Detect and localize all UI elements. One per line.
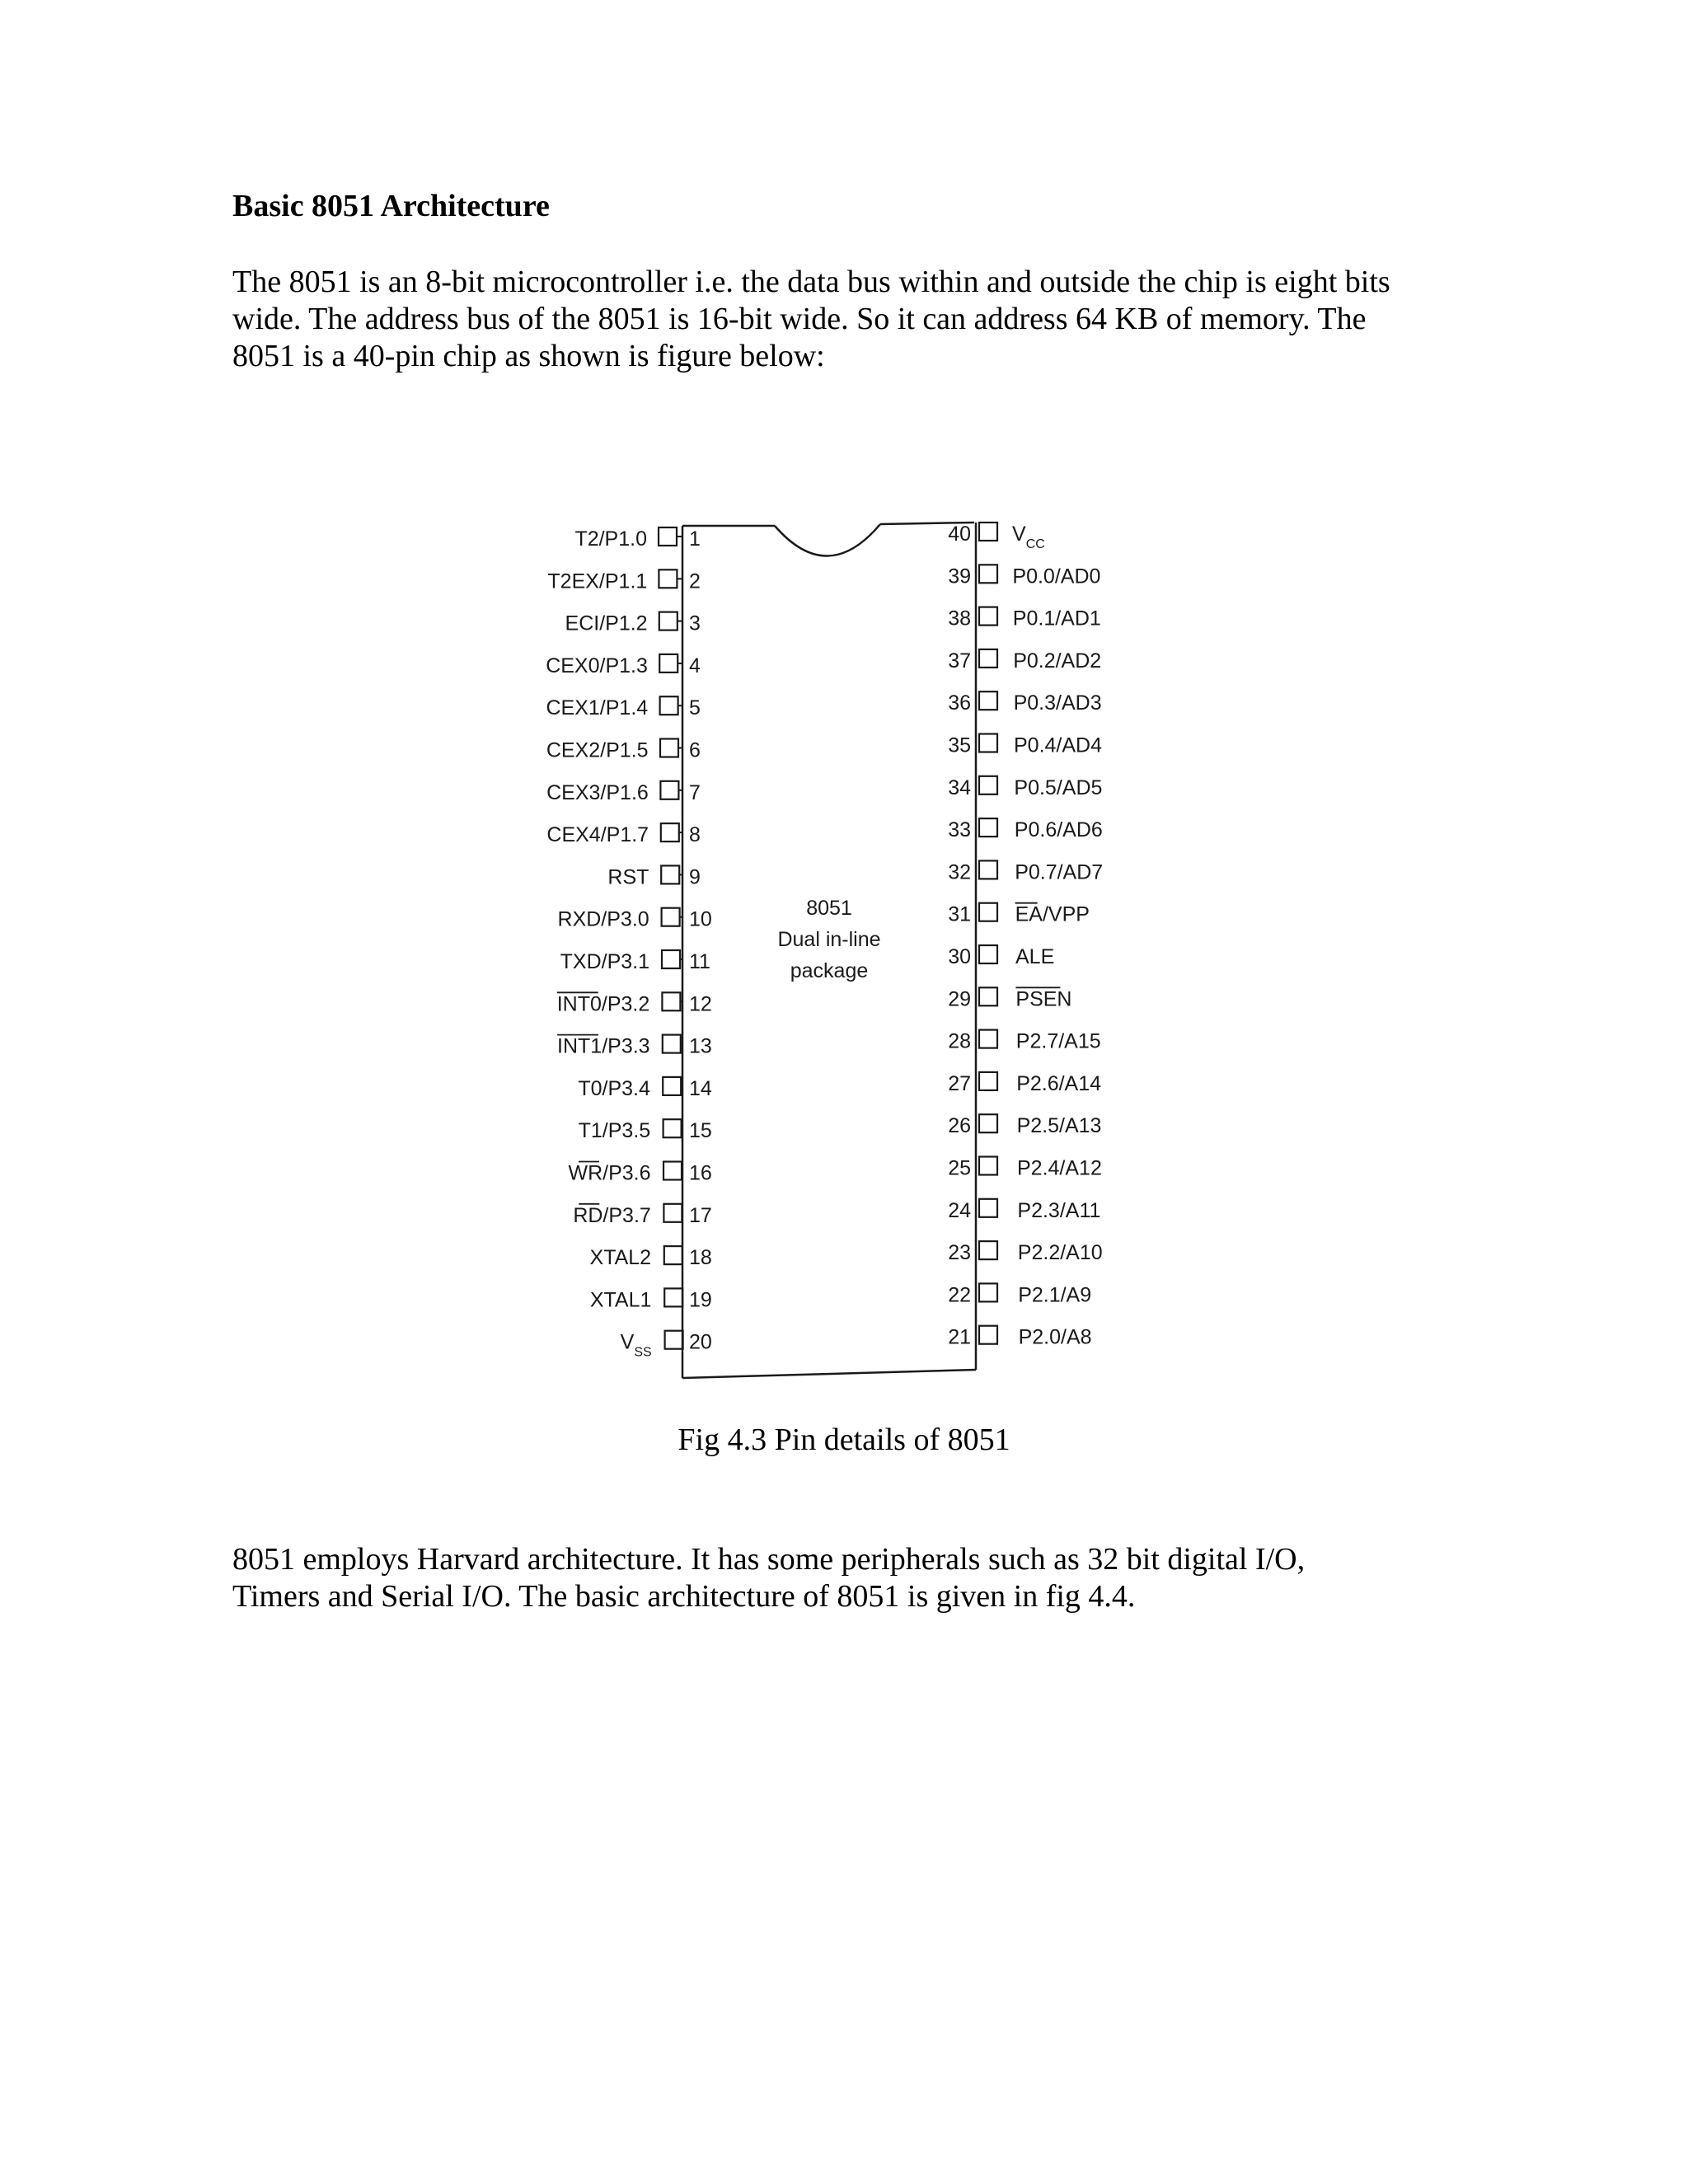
- pin-pad: [664, 1288, 682, 1306]
- pin-label: XTAL1: [589, 1288, 652, 1312]
- pin-label: P2.0/A8: [1018, 1325, 1092, 1349]
- pin-pad: [979, 945, 997, 963]
- pin-pad: [661, 865, 679, 883]
- intro-line: 8051 is a 40-pin chip as shown is figure below:: [232, 339, 825, 373]
- pin-number: 40: [948, 523, 971, 546]
- pin-number: 29: [948, 987, 971, 1011]
- pin-pad: [979, 818, 997, 837]
- pin-label: PSEN: [1015, 987, 1072, 1011]
- pin-number: 35: [948, 733, 971, 757]
- pin-pad: [660, 696, 678, 715]
- intro-line: The 8051 is an 8-bit microcontroller i.e. the data bus within and outside the chip is eight bits: [232, 265, 1390, 299]
- pin-pad: [663, 1077, 681, 1095]
- pin-label: P2.7/A15: [1015, 1029, 1101, 1053]
- pin-number: 33: [948, 818, 971, 842]
- pin-label: CEX2/P1.5: [546, 738, 649, 762]
- pin-number: 14: [689, 1076, 712, 1100]
- pin-number: 37: [948, 649, 971, 673]
- pin-number: 26: [948, 1114, 971, 1138]
- pin-number: 16: [689, 1161, 712, 1185]
- pin-label: P2.5/A13: [1016, 1114, 1102, 1138]
- pin-pad: [662, 992, 680, 1010]
- pin-number: 24: [948, 1198, 971, 1222]
- pin-number: 12: [689, 992, 712, 1016]
- intro-line: wide. The address bus of the 8051 is 16-bit wide. So it can address 64 KB of memory. The: [232, 302, 1367, 336]
- left-pin-column: [546, 527, 712, 1360]
- figure-caption: Fig 4.3 Pin details of 8051: [678, 1422, 1010, 1457]
- pin-label: P2.2/A10: [1017, 1241, 1103, 1265]
- pin-label: P0.3/AD3: [1013, 691, 1102, 715]
- pin-label: P2.6/A14: [1016, 1071, 1102, 1095]
- pin-label: T0/P3.4: [578, 1076, 650, 1100]
- outro-line: 8051 employs Harvard architecture. It has some peripherals such as 32 bit digital I/O,: [232, 1542, 1306, 1577]
- pin-label: T2/P1.0: [574, 527, 647, 551]
- pin-number: 38: [948, 607, 971, 630]
- pin-label: ALE: [1015, 945, 1055, 968]
- pin-number: 15: [689, 1119, 712, 1143]
- pin-label: P0.5/AD5: [1014, 776, 1103, 799]
- pin-pad: [979, 1199, 997, 1217]
- pin-pad: [659, 569, 677, 588]
- pin-label: T2EX/P1.1: [547, 569, 648, 593]
- chip-center-line: package: [790, 959, 869, 982]
- pin-pad: [663, 1035, 681, 1053]
- pin-label: $V_{CC}$: [1012, 523, 1045, 551]
- pin-number: 34: [948, 776, 971, 799]
- pin-label: WR/P3.6: [568, 1161, 651, 1185]
- pin-label: RXD/P3.0: [557, 907, 649, 931]
- pin-number: 5: [689, 696, 701, 720]
- pin-pad: [979, 691, 997, 710]
- pin-label: INT1/P3.3: [557, 1034, 650, 1058]
- pin-label: P0.0/AD0: [1012, 565, 1101, 588]
- outro-paragraph: [232, 1541, 1305, 1615]
- pin-pad: [979, 1114, 997, 1132]
- pin-label: P2.3/A11: [1017, 1198, 1101, 1222]
- chip-center-label: [777, 897, 880, 982]
- outro-line: Timers and Serial I/O. The basic architecture of 8051 is given in fig 4.4.: [232, 1579, 1136, 1614]
- pin-pad: [662, 950, 680, 968]
- pin-pad: [665, 1331, 683, 1349]
- pin-number: 11: [689, 950, 710, 973]
- pin-label: CEX0/P1.3: [546, 654, 648, 677]
- pin-pad: [659, 527, 677, 546]
- pin-label: ECI/P1.2: [565, 612, 648, 635]
- pin-number: 8: [689, 823, 701, 847]
- pin-number: 17: [689, 1203, 712, 1227]
- pin-label: EA/VPP: [1015, 902, 1090, 926]
- pin-pad: [979, 1072, 997, 1090]
- pin-number: 18: [689, 1246, 712, 1270]
- pin-number: 25: [948, 1156, 971, 1180]
- pin-number: 7: [689, 780, 701, 804]
- pin-pad: [979, 1326, 997, 1344]
- pin-label: P0.4/AD4: [1014, 733, 1103, 757]
- pin-label: P0.1/AD1: [1012, 607, 1101, 630]
- pin-pad: [979, 860, 997, 879]
- pin-number: 27: [948, 1071, 971, 1095]
- pin-label: $V_{SS}$: [620, 1330, 652, 1360]
- pin-pad: [979, 1030, 997, 1048]
- pin-pad: [663, 1162, 682, 1180]
- pin-pad: [979, 523, 997, 541]
- pin-number: 6: [689, 738, 701, 762]
- pin-pad: [663, 1204, 682, 1222]
- pin-pad: [660, 739, 678, 757]
- pin-pad: [979, 649, 997, 668]
- pin-pad: [979, 776, 997, 794]
- pin-pad: [660, 781, 678, 799]
- pin-label: XTAL2: [589, 1246, 652, 1270]
- pin-label: P2.4/A12: [1017, 1156, 1102, 1180]
- pin-number: 13: [689, 1034, 712, 1058]
- pin-label: P0.7/AD7: [1015, 860, 1104, 884]
- pin-label: T1/P3.5: [578, 1119, 651, 1143]
- pin-pad: [979, 565, 997, 583]
- chip-center-line: 8051: [806, 897, 852, 920]
- pin-pad: [979, 903, 997, 921]
- pin-label: INT0/P3.2: [556, 992, 650, 1016]
- pin-pad: [661, 823, 679, 841]
- pin-pad: [979, 1157, 997, 1175]
- pin-pad: [979, 1283, 997, 1301]
- pin-pad: [662, 908, 680, 926]
- pin-number: 19: [689, 1288, 712, 1312]
- right-pin-column: [948, 523, 1103, 1349]
- pin-label: CEX3/P1.6: [546, 780, 649, 804]
- pin-label: RST: [607, 865, 649, 889]
- pin-pad: [659, 654, 678, 673]
- pin-label: CEX4/P1.7: [546, 823, 649, 847]
- pin-pad: [979, 607, 997, 626]
- pin-number: 28: [948, 1029, 971, 1053]
- pin-label: RD/P3.7: [573, 1203, 651, 1227]
- pin-number: 32: [948, 860, 971, 884]
- pin-number: 31: [948, 902, 971, 926]
- pin-number: 36: [948, 691, 971, 715]
- pin-pad: [979, 1241, 997, 1259]
- pin-pad: [979, 987, 997, 1005]
- pin-label: CEX1/P1.4: [546, 696, 649, 720]
- pin-pad: [664, 1246, 682, 1264]
- pin-number: 10: [689, 907, 712, 931]
- pin-number: 20: [689, 1330, 712, 1354]
- pin-number: 30: [948, 945, 971, 968]
- pin-pad: [979, 734, 997, 752]
- pin-number: 2: [689, 569, 701, 593]
- pin-pad: [659, 612, 678, 630]
- pin-label: P0.2/AD2: [1013, 649, 1102, 673]
- pin-number: 1: [689, 527, 701, 551]
- pin-number: 21: [948, 1325, 971, 1349]
- pin-label: P2.1/A9: [1018, 1283, 1092, 1307]
- chip-center-line: Dual in-line: [777, 928, 881, 951]
- pin-label: P0.6/AD6: [1014, 818, 1103, 842]
- pin-number: 23: [948, 1241, 971, 1265]
- pin-number: 39: [948, 565, 971, 588]
- pin-number: 3: [689, 612, 701, 635]
- pin-number: 4: [689, 654, 701, 677]
- pin-number: 22: [948, 1283, 971, 1307]
- pin-number: 9: [689, 865, 701, 889]
- page-heading: Basic 8051 Architecture: [232, 189, 550, 223]
- pin-pad: [663, 1119, 682, 1137]
- pin-label: TXD/P3.1: [560, 950, 649, 973]
